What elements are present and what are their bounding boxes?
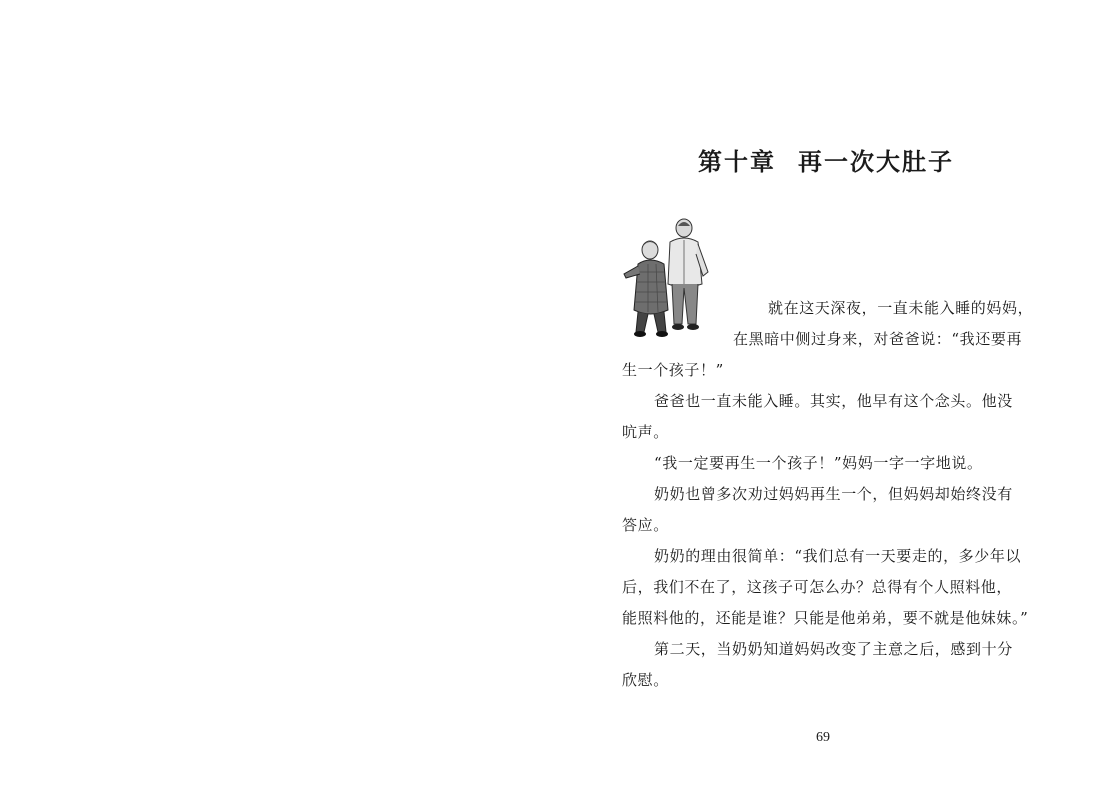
text-line-11: 能照料他的，还能是谁？只能是他弟弟，要不就是他妹妹。” bbox=[622, 609, 1029, 627]
text-line-5: 吭声。 bbox=[622, 423, 669, 441]
text-line-2: 在黑暗中侧过身来，对爸爸说：“我还要再 bbox=[733, 330, 1023, 348]
text-line-8: 答应。 bbox=[622, 516, 669, 534]
text-line-7: 奶奶也曾多次劝过妈妈再生一个，但妈妈却始终没有 bbox=[654, 485, 1013, 503]
chapter-name: 再一次大肚子 bbox=[798, 147, 954, 176]
text-line-13: 欣慰。 bbox=[622, 671, 669, 689]
text-line-3: 生一个孩子！” bbox=[622, 361, 724, 379]
text-line-12: 第二天，当奶奶知道妈妈改变了主意之后，感到十分 bbox=[654, 640, 1013, 658]
chapter-title bbox=[698, 142, 954, 177]
text-line-4: 爸爸也一直未能入睡。其实，他早有这个念头。他没 bbox=[654, 392, 1013, 410]
chapter-number: 第十章 bbox=[698, 147, 776, 176]
text-line-6: “我一定要再生一个孩子！”妈妈一字一字地说。 bbox=[654, 454, 983, 472]
grandparents-illustration-icon bbox=[618, 214, 718, 344]
right-page bbox=[548, 0, 1096, 786]
text-line-1: 就在这天深夜，一直未能入睡的妈妈， bbox=[768, 299, 1034, 317]
page-number: 69 bbox=[816, 730, 830, 745]
text-line-10: 后，我们不在了，这孩子可怎么办？总得有个人照料他， bbox=[622, 578, 1013, 596]
text-line-9: 奶奶的理由很简单：“我们总有一天要走的，多少年以 bbox=[654, 547, 1022, 565]
